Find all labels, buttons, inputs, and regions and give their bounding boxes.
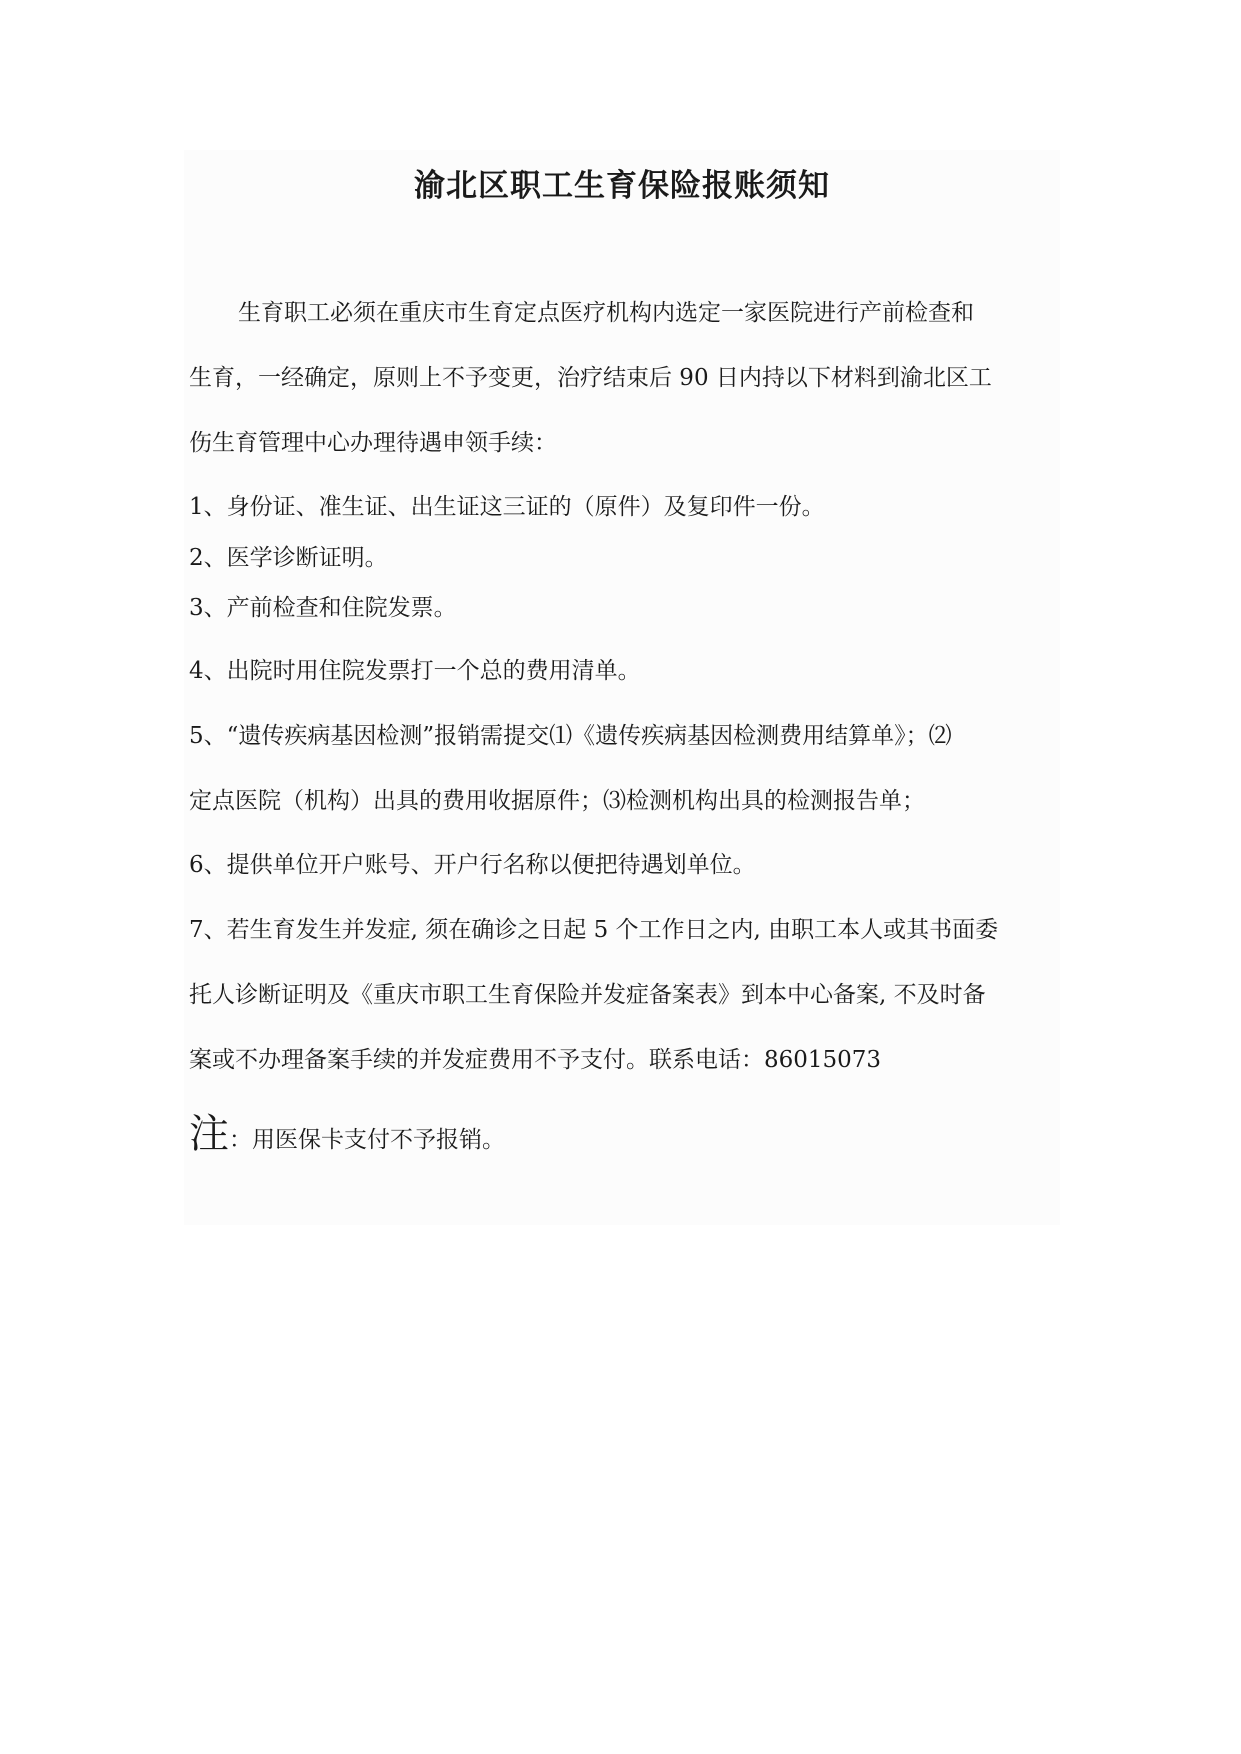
list-item-7-line-2: 托人诊断证明及《重庆市职工生育保险并发症备案表》到本中心备案, 不及时备 <box>189 982 986 1008</box>
list-item-6: 6、提供单位开户账号、开户行名称以便把待遇划单位。 <box>189 852 756 878</box>
note-text: ：用医保卡支付不予报销。 <box>229 1127 505 1153</box>
intro-line-2: 生育，一经确定，原则上不予变更，治疗结束后 90 日内持以下材料到渝北区工 <box>189 365 992 391</box>
list-item-5-line-2: 定点医院（机构）出具的费用收据原件；⑶检测机构出具的检测报告单； <box>189 788 925 814</box>
intro-line-3: 伤生育管理中心办理待遇申领手续： <box>189 430 557 456</box>
list-item-5-line-1: 5、“遗传疾病基因检测”报销需提交⑴《遗传疾病基因检测费用结算单》；⑵ <box>189 723 952 749</box>
intro-line-1: 生育职工必须在重庆市生育定点医疗机构内选定一家医院进行产前检查和 <box>238 300 974 326</box>
document-title: 渝北区职工生育保险报账须知 <box>414 168 830 204</box>
list-item-2: 2、医学诊断证明。 <box>189 545 388 571</box>
list-item-3: 3、产前检查和住院发票。 <box>189 595 457 621</box>
note-mark: 注 <box>189 1111 229 1157</box>
list-item-7-line-3: 案或不办理备案手续的并发症费用不予支付。联系电话：86015073 <box>189 1047 882 1073</box>
note <box>189 1102 505 1159</box>
list-item-7-line-1: 7、若生育发生并发症, 须在确诊之日起 5 个工作日之内, 由职工本人或其书面委 <box>189 917 999 943</box>
list-item-1: 1、身份证、准生证、出生证这三证的（原件）及复印件一份。 <box>189 494 825 520</box>
list-item-4: 4、出院时用住院发票打一个总的费用清单。 <box>189 658 641 684</box>
